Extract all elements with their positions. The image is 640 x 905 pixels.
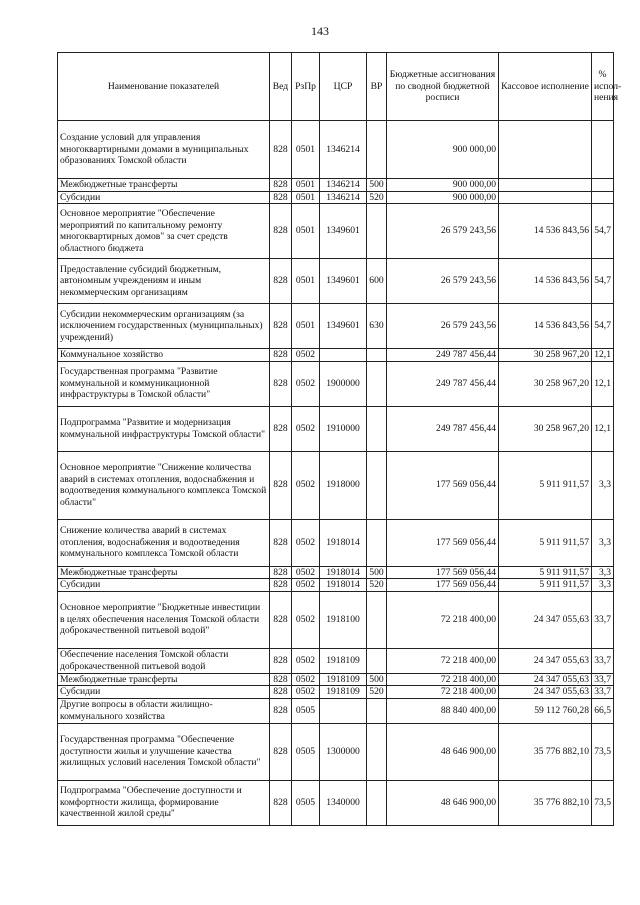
cell-ved: 828 [270, 204, 292, 259]
cell-budget: 177 569 056,44 [387, 519, 499, 566]
cell-rzpr: 0502 [292, 361, 320, 406]
cell-name: Межбюджетные трансферты [58, 673, 270, 686]
cell-pct: 3,3 [592, 579, 614, 592]
cell-rzpr: 0502 [292, 406, 320, 451]
cell-cash: 59 112 760,28 [499, 698, 592, 723]
cell-pct: 54,7 [592, 259, 614, 304]
cell-cash [499, 179, 592, 192]
cell-ved: 828 [270, 566, 292, 579]
cell-csr: 1918014 [320, 566, 367, 579]
cell-cash: 35 776 882,10 [499, 723, 592, 780]
cell-ved: 828 [270, 780, 292, 825]
table-row [58, 304, 614, 349]
cell-vr [367, 648, 387, 673]
cell-vr: 500 [367, 566, 387, 579]
cell-rzpr: 0502 [292, 673, 320, 686]
cell-name: Государственная программа "Обеспечение доступности жилья и улучшение качества жилищных условий населения Томской области" [58, 723, 270, 780]
cell-vr: 600 [367, 259, 387, 304]
table-row [58, 361, 614, 406]
cell-cash: 30 258 967,20 [499, 406, 592, 451]
header-ved: Вед [270, 53, 292, 121]
page-number: 143 [311, 24, 329, 38]
table-row [58, 451, 614, 519]
cell-vr [367, 204, 387, 259]
cell-cash: 14 536 843,56 [499, 304, 592, 349]
cell-vr [367, 780, 387, 825]
cell-cash [499, 121, 592, 179]
cell-rzpr: 0502 [292, 451, 320, 519]
cell-rzpr: 0502 [292, 519, 320, 566]
cell-ved: 828 [270, 451, 292, 519]
cell-rzpr: 0501 [292, 259, 320, 304]
cell-vr: 520 [367, 579, 387, 592]
table-row [58, 179, 614, 192]
table-row [58, 566, 614, 579]
table-row [58, 204, 614, 259]
cell-name: Субсидии [58, 686, 270, 699]
cell-csr: 1300000 [320, 723, 367, 780]
cell-budget: 72 218 400,00 [387, 686, 499, 699]
cell-cash: 35 776 882,10 [499, 780, 592, 825]
cell-csr [320, 349, 367, 362]
cell-rzpr: 0502 [292, 686, 320, 699]
cell-name: Другие вопросы в области жилищно-коммунального хозяйства [58, 698, 270, 723]
table-row [58, 780, 614, 825]
cell-pct: 54,7 [592, 304, 614, 349]
cell-cash: 30 258 967,20 [499, 349, 592, 362]
cell-budget: 48 646 900,00 [387, 723, 499, 780]
table-body [58, 121, 614, 826]
cell-csr [320, 698, 367, 723]
header-rzpr: РзПр [292, 53, 320, 121]
cell-rzpr: 0502 [292, 579, 320, 592]
cell-pct: 66,5 [592, 698, 614, 723]
cell-name: Подпрограмма "Обеспечение доступности и комфортности жилища, формирование качественной жилой среды" [58, 780, 270, 825]
cell-ved: 828 [270, 406, 292, 451]
cell-ved: 828 [270, 673, 292, 686]
cell-vr [367, 361, 387, 406]
cell-csr: 1918109 [320, 648, 367, 673]
cell-vr [367, 698, 387, 723]
cell-budget: 48 646 900,00 [387, 780, 499, 825]
cell-budget: 88 840 400,00 [387, 698, 499, 723]
cell-csr: 1918109 [320, 673, 367, 686]
cell-cash: 24 347 055,63 [499, 673, 592, 686]
table-row [58, 406, 614, 451]
cell-vr: 520 [367, 686, 387, 699]
cell-name: Субсидии [58, 191, 270, 204]
header-budget: Бюджетные ассигнования по сводной бюджетной росписи [387, 53, 499, 121]
cell-budget: 177 569 056,44 [387, 579, 499, 592]
cell-vr [367, 451, 387, 519]
cell-rzpr: 0505 [292, 780, 320, 825]
cell-csr: 1910000 [320, 406, 367, 451]
cell-vr [367, 723, 387, 780]
table-row [58, 191, 614, 204]
cell-vr: 500 [367, 179, 387, 192]
cell-name: Основное мероприятие "Бюджетные инвестиции в целях обеспечения населения Томской области доброкачественной питьевой водой" [58, 591, 270, 648]
cell-pct: 3,3 [592, 566, 614, 579]
cell-rzpr: 0501 [292, 179, 320, 192]
cell-budget: 249 787 456,44 [387, 349, 499, 362]
cell-budget: 900 000,00 [387, 121, 499, 179]
cell-pct: 73,5 [592, 780, 614, 825]
cell-vr: 520 [367, 191, 387, 204]
cell-ved: 828 [270, 361, 292, 406]
cell-pct: 12,1 [592, 349, 614, 362]
cell-name: Предоставление субсидий бюджетным, автономным учреждениям и иным некоммерческим организациям [58, 259, 270, 304]
cell-name: Субсидии некоммерческим организациям (за исключением государственных (муниципальных) учреждений) [58, 304, 270, 349]
cell-name: Коммунальное хозяйство [58, 349, 270, 362]
cell-pct: 3,3 [592, 519, 614, 566]
cell-rzpr: 0502 [292, 591, 320, 648]
table-row [58, 698, 614, 723]
cell-rzpr: 0501 [292, 204, 320, 259]
cell-ved: 828 [270, 349, 292, 362]
cell-ved: 828 [270, 648, 292, 673]
cell-csr: 1340000 [320, 780, 367, 825]
table-row [58, 591, 614, 648]
cell-pct: 54,7 [592, 204, 614, 259]
cell-cash: 5 911 911,57 [499, 519, 592, 566]
cell-name: Государственная программа "Развитие коммунальной и коммуникационной инфраструктуры в Томской области" [58, 361, 270, 406]
cell-pct [592, 179, 614, 192]
cell-pct: 33,7 [592, 591, 614, 648]
cell-budget: 249 787 456,44 [387, 406, 499, 451]
cell-ved: 828 [270, 304, 292, 349]
cell-vr [367, 349, 387, 362]
table-row [58, 723, 614, 780]
cell-cash: 24 347 055,63 [499, 591, 592, 648]
cell-rzpr: 0505 [292, 698, 320, 723]
cell-ved: 828 [270, 591, 292, 648]
cell-name: Обеспечение населения Томской области доброкачественной питьевой водой [58, 648, 270, 673]
cell-name: Межбюджетные трансферты [58, 179, 270, 192]
cell-cash: 5 911 911,57 [499, 566, 592, 579]
cell-name: Межбюджетные трансферты [58, 566, 270, 579]
cell-budget: 26 579 243,56 [387, 204, 499, 259]
header-cash: Кассовое исполнение [499, 53, 592, 121]
table-row [58, 121, 614, 179]
cell-csr: 1918000 [320, 451, 367, 519]
header-pct: % испол- нения [592, 53, 614, 121]
cell-cash: 5 911 911,57 [499, 451, 592, 519]
cell-vr [367, 591, 387, 648]
cell-rzpr: 0502 [292, 648, 320, 673]
cell-vr: 630 [367, 304, 387, 349]
cell-pct: 33,7 [592, 686, 614, 699]
cell-rzpr: 0502 [292, 349, 320, 362]
cell-ved: 828 [270, 698, 292, 723]
cell-pct: 12,1 [592, 406, 614, 451]
table-row [58, 519, 614, 566]
cell-name: Создание условий для управления многоквартирными домами в муниципальных образованиях Томской области [58, 121, 270, 179]
cell-ved: 828 [270, 519, 292, 566]
cell-cash [499, 191, 592, 204]
table-row [58, 648, 614, 673]
cell-csr: 1349601 [320, 204, 367, 259]
table-row [58, 686, 614, 699]
cell-cash: 14 536 843,56 [499, 204, 592, 259]
table-row [58, 579, 614, 592]
cell-budget: 249 787 456,44 [387, 361, 499, 406]
cell-csr: 1346214 [320, 121, 367, 179]
cell-ved: 828 [270, 121, 292, 179]
cell-budget: 177 569 056,44 [387, 566, 499, 579]
cell-rzpr: 0505 [292, 723, 320, 780]
cell-name: Снижение количества аварий в системах отопления, водоснабжения и водоотведения коммунального комплекса Томской области [58, 519, 270, 566]
cell-budget: 900 000,00 [387, 191, 499, 204]
cell-budget: 177 569 056,44 [387, 451, 499, 519]
cell-cash: 24 347 055,63 [499, 648, 592, 673]
cell-pct [592, 121, 614, 179]
header-vr: ВР [367, 53, 387, 121]
cell-name: Основное мероприятие "Обеспечение мероприятий по капитальному ремонту многоквартирных домов" за счет средств областного бюджета [58, 204, 270, 259]
header-csr: ЦСР [320, 53, 367, 121]
cell-ved: 828 [270, 191, 292, 204]
cell-csr: 1349601 [320, 304, 367, 349]
cell-cash: 24 347 055,63 [499, 686, 592, 699]
cell-rzpr: 0501 [292, 304, 320, 349]
cell-ved: 828 [270, 723, 292, 780]
cell-pct: 33,7 [592, 648, 614, 673]
cell-budget: 26 579 243,56 [387, 304, 499, 349]
cell-pct: 3,3 [592, 451, 614, 519]
cell-csr: 1918014 [320, 579, 367, 592]
cell-vr [367, 519, 387, 566]
cell-budget: 26 579 243,56 [387, 259, 499, 304]
cell-budget: 72 218 400,00 [387, 673, 499, 686]
cell-pct: 73,5 [592, 723, 614, 780]
cell-ved: 828 [270, 259, 292, 304]
cell-vr: 500 [367, 673, 387, 686]
cell-rzpr: 0502 [292, 566, 320, 579]
cell-vr [367, 406, 387, 451]
cell-csr: 1346214 [320, 191, 367, 204]
cell-csr: 1349601 [320, 259, 367, 304]
header-name: Наименование показателей [58, 53, 270, 121]
cell-ved: 828 [270, 579, 292, 592]
cell-cash: 5 911 911,57 [499, 579, 592, 592]
cell-csr: 1346214 [320, 179, 367, 192]
cell-budget: 72 218 400,00 [387, 591, 499, 648]
cell-name: Субсидии [58, 579, 270, 592]
cell-csr: 1918100 [320, 591, 367, 648]
cell-ved: 828 [270, 686, 292, 699]
budget-execution-table [57, 52, 622, 826]
cell-rzpr: 0501 [292, 121, 320, 179]
cell-csr: 1918014 [320, 519, 367, 566]
cell-pct: 12,1 [592, 361, 614, 406]
cell-name: Подпрограмма "Развитие и модернизация коммунальной инфраструктуры Томской области" [58, 406, 270, 451]
cell-cash: 14 536 843,56 [499, 259, 592, 304]
cell-csr: 1900000 [320, 361, 367, 406]
table-row [58, 349, 614, 362]
cell-budget: 72 218 400,00 [387, 648, 499, 673]
cell-csr: 1918109 [320, 686, 367, 699]
cell-cash: 30 258 967,20 [499, 361, 592, 406]
cell-vr [367, 121, 387, 179]
table-header-row [58, 53, 614, 121]
cell-pct: 33,7 [592, 673, 614, 686]
cell-ved: 828 [270, 179, 292, 192]
cell-name: Основное мероприятие "Снижение количества аварий в системах отопления, водоснабжения и водоотведения коммунального комплекса Томской области" [58, 451, 270, 519]
table-row [58, 673, 614, 686]
cell-rzpr: 0501 [292, 191, 320, 204]
table-row [58, 259, 614, 304]
cell-pct [592, 191, 614, 204]
cell-budget: 900 000,00 [387, 179, 499, 192]
